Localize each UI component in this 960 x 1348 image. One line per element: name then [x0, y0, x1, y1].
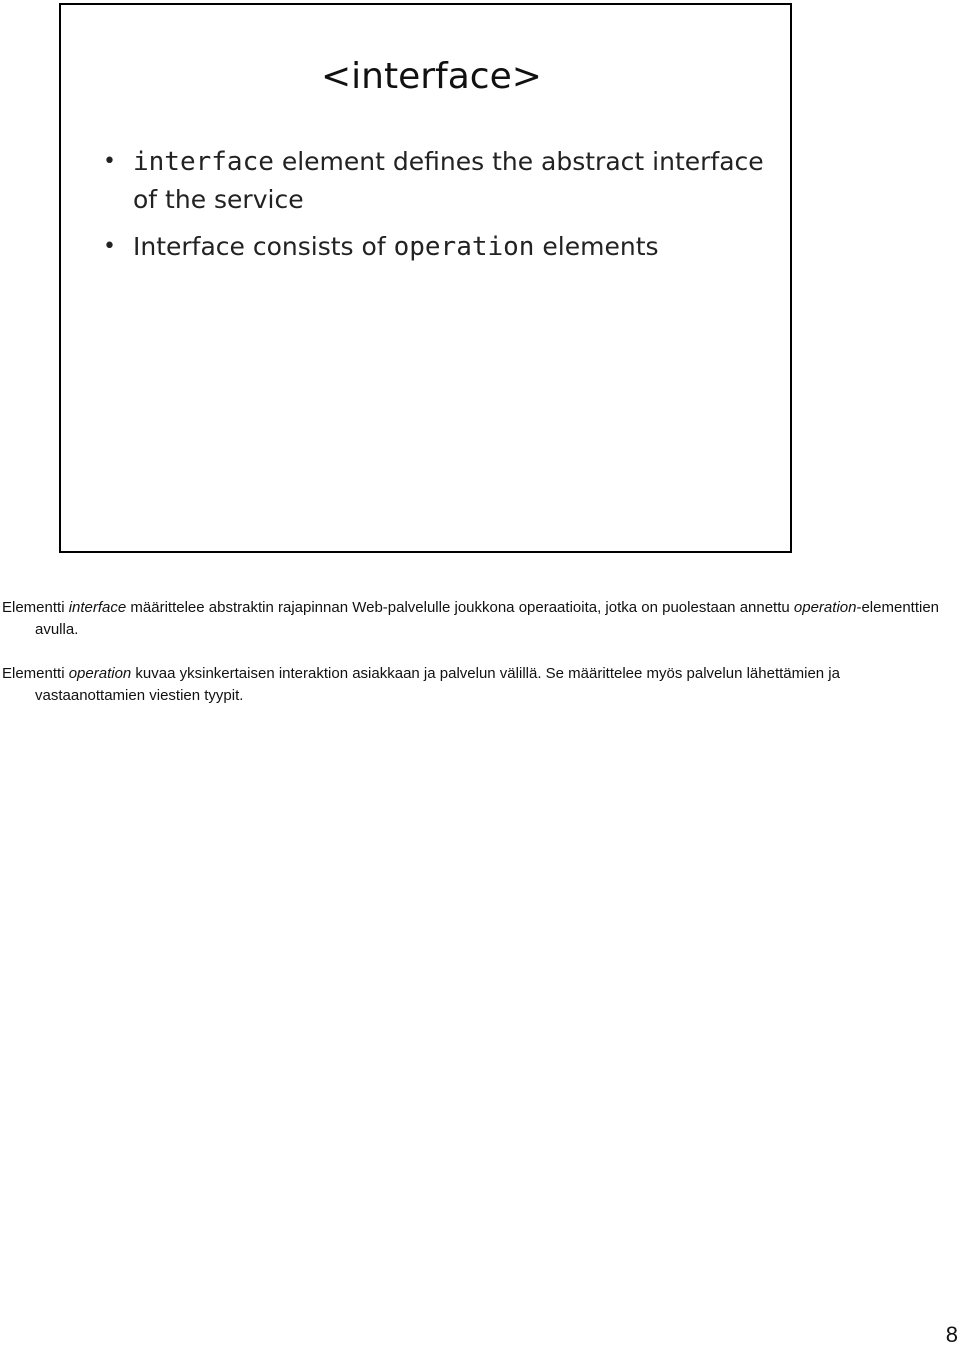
- slide-title: <interface>: [321, 56, 542, 97]
- slide-frame: [59, 3, 792, 553]
- code-term: operation: [393, 232, 535, 262]
- bullet-item: [103, 228, 773, 266]
- italic-term: operation: [793, 599, 857, 616]
- bullet-dot-icon: •: [103, 149, 116, 174]
- note-text: -elementtien avulla.: [35, 599, 940, 638]
- bullet-text: elements: [534, 232, 659, 261]
- note-text: Elementti: [2, 599, 69, 616]
- bullet-text: element defines the abstract interface of the service: [133, 147, 764, 214]
- note-paragraph: [2, 597, 952, 641]
- code-term: interface: [133, 147, 274, 177]
- bullet-list: [103, 143, 773, 275]
- speaker-notes: [2, 597, 952, 729]
- italic-term: operation: [68, 665, 132, 682]
- bullet-dot-icon: •: [103, 234, 116, 259]
- note-text: Elementti: [2, 665, 69, 682]
- note-paragraph: [2, 663, 952, 707]
- italic-term: interface: [68, 599, 127, 616]
- page-number: 8: [945, 1322, 958, 1347]
- bullet-item: [103, 143, 773, 219]
- note-text: kuvaa yksinkertaisen interaktion asiakkaan ja palvelun välillä. Se määrittelee myös palvelun lähettämien ja vastaanottamien viestien tyypit.: [35, 665, 840, 704]
- bullet-text: Interface consists of: [133, 232, 394, 261]
- note-text: määrittelee abstraktin rajapinnan Web-palvelulle joukkona operaatioita, jotka on puolestaan annettu: [126, 599, 794, 616]
